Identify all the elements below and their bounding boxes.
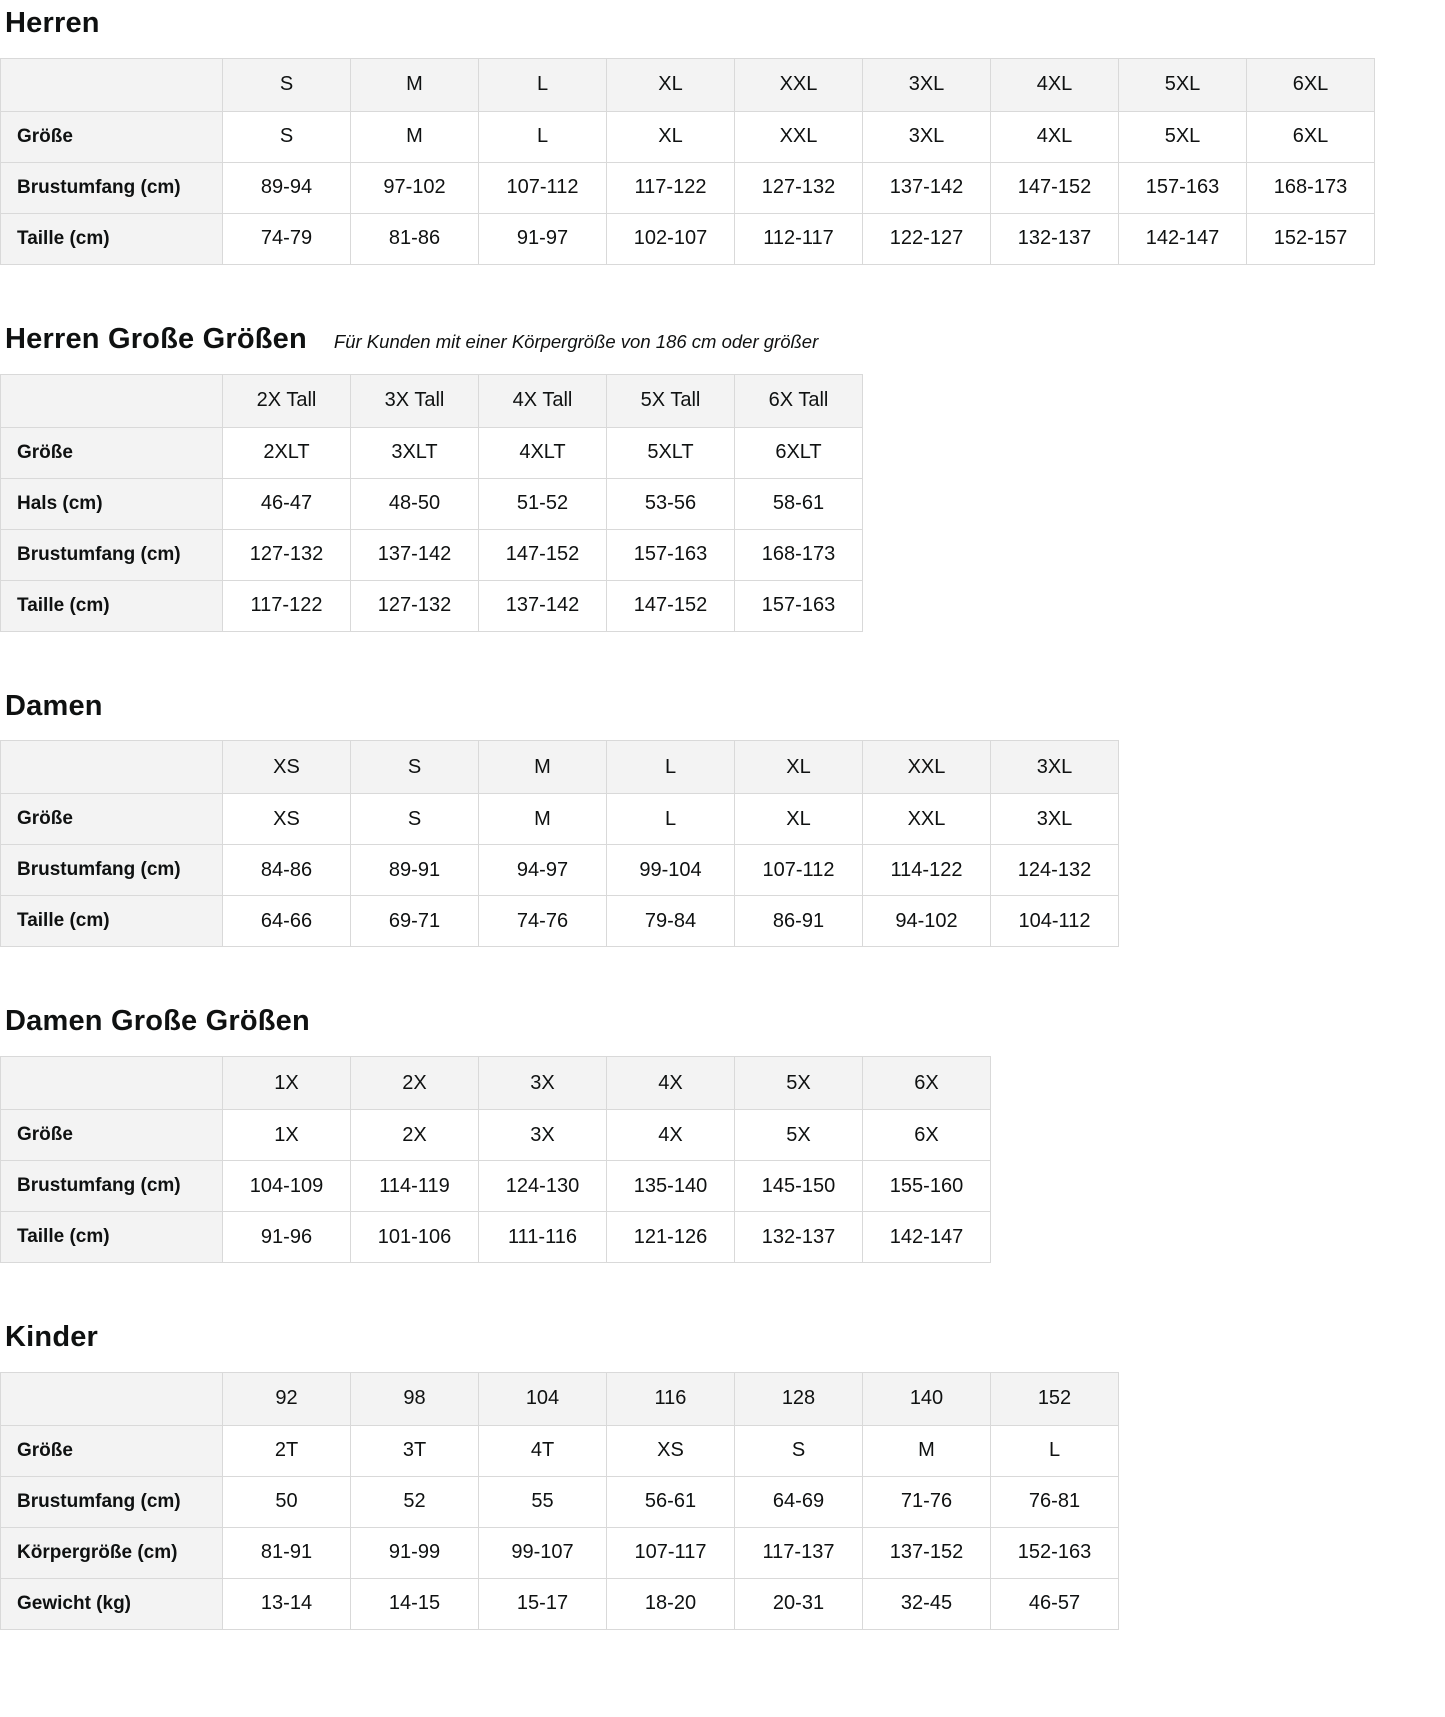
column-header-row: [1, 1057, 991, 1110]
value-cell: XXL: [863, 794, 991, 845]
column-header-cell: M: [479, 741, 607, 794]
corner-cell: [1, 1057, 223, 1110]
column-header-cell: 104: [479, 1372, 607, 1425]
value-cell: 124-130: [479, 1161, 607, 1212]
value-cell: 117-122: [223, 580, 351, 631]
value-cell: 64-69: [735, 1476, 863, 1527]
value-cell: XXL: [735, 111, 863, 162]
value-cell: 114-122: [863, 845, 991, 896]
table-row: [1, 162, 1375, 213]
value-cell: 135-140: [607, 1161, 735, 1212]
table-row: [1, 1527, 1119, 1578]
value-cell: 91-99: [351, 1527, 479, 1578]
value-cell: 157-163: [1119, 162, 1247, 213]
row-label-cell: Taille (cm): [1, 213, 223, 264]
column-header-cell: XS: [223, 741, 351, 794]
column-header-cell: XXL: [863, 741, 991, 794]
row-label-cell: Brustumfang (cm): [1, 1476, 223, 1527]
column-header-cell: 98: [351, 1372, 479, 1425]
value-cell: 101-106: [351, 1212, 479, 1263]
value-cell: 5XL: [1119, 111, 1247, 162]
value-cell: M: [479, 794, 607, 845]
table-row: [1, 794, 1119, 845]
value-cell: L: [991, 1425, 1119, 1476]
value-cell: 107-117: [607, 1527, 735, 1578]
row-label-cell: Größe: [1, 794, 223, 845]
column-header-cell: S: [351, 741, 479, 794]
value-cell: 99-107: [479, 1527, 607, 1578]
table-row: [1, 845, 1119, 896]
value-cell: 86-91: [735, 896, 863, 947]
value-cell: 74-79: [223, 213, 351, 264]
row-label-cell: Körpergröße (cm): [1, 1527, 223, 1578]
value-cell: 142-147: [863, 1212, 991, 1263]
value-cell: S: [735, 1425, 863, 1476]
value-cell: 69-71: [351, 896, 479, 947]
section-damen-grosse-groessen: [0, 1004, 1445, 1263]
column-header-cell: 92: [223, 1372, 351, 1425]
column-header-cell: 2X: [351, 1057, 479, 1110]
section-header: [5, 6, 1445, 41]
section-title: Damen: [5, 689, 103, 722]
value-cell: 168-173: [1247, 162, 1375, 213]
column-header-row: [1, 741, 1119, 794]
column-header-cell: 3X: [479, 1057, 607, 1110]
section-header: [5, 322, 1445, 357]
value-cell: 5X: [735, 1110, 863, 1161]
column-header-cell: XL: [735, 741, 863, 794]
row-label-cell: Größe: [1, 427, 223, 478]
value-cell: 142-147: [1119, 213, 1247, 264]
column-header-cell: 152: [991, 1372, 1119, 1425]
value-cell: 76-81: [991, 1476, 1119, 1527]
column-header-cell: XXL: [735, 58, 863, 111]
value-cell: 168-173: [735, 529, 863, 580]
column-header-cell: 3XL: [863, 58, 991, 111]
value-cell: 2T: [223, 1425, 351, 1476]
value-cell: 55: [479, 1476, 607, 1527]
row-label-cell: Brustumfang (cm): [1, 162, 223, 213]
value-cell: 48-50: [351, 478, 479, 529]
column-header-cell: 4XL: [991, 58, 1119, 111]
value-cell: XL: [735, 794, 863, 845]
column-header-cell: 6XL: [1247, 58, 1375, 111]
value-cell: 132-137: [991, 213, 1119, 264]
value-cell: S: [351, 794, 479, 845]
value-cell: 3X: [479, 1110, 607, 1161]
table-row: [1, 427, 863, 478]
value-cell: 15-17: [479, 1578, 607, 1629]
section-header: [5, 1004, 1445, 1039]
value-cell: 137-142: [479, 580, 607, 631]
value-cell: 104-109: [223, 1161, 351, 1212]
value-cell: 3T: [351, 1425, 479, 1476]
table-row: [1, 1476, 1119, 1527]
table-row: [1, 580, 863, 631]
column-header-cell: 5XL: [1119, 58, 1247, 111]
value-cell: 52: [351, 1476, 479, 1527]
size-table-herren-grosse-groessen: [0, 374, 863, 632]
column-header-cell: 140: [863, 1372, 991, 1425]
table-row: [1, 213, 1375, 264]
value-cell: 91-96: [223, 1212, 351, 1263]
value-cell: 107-112: [479, 162, 607, 213]
section-header: [5, 1320, 1445, 1355]
value-cell: 117-122: [607, 162, 735, 213]
row-label-cell: Brustumfang (cm): [1, 845, 223, 896]
value-cell: 132-137: [735, 1212, 863, 1263]
value-cell: 152-157: [1247, 213, 1375, 264]
column-header-cell: 116: [607, 1372, 735, 1425]
value-cell: 114-119: [351, 1161, 479, 1212]
value-cell: 89-94: [223, 162, 351, 213]
table-row: [1, 1110, 991, 1161]
value-cell: 137-142: [863, 162, 991, 213]
value-cell: XL: [607, 111, 735, 162]
value-cell: XS: [223, 794, 351, 845]
column-header-row: [1, 58, 1375, 111]
column-header-cell: 4X Tall: [479, 374, 607, 427]
value-cell: 3XL: [991, 794, 1119, 845]
column-header-cell: 6X: [863, 1057, 991, 1110]
value-cell: L: [607, 794, 735, 845]
column-header-cell: 3X Tall: [351, 374, 479, 427]
value-cell: 3XL: [863, 111, 991, 162]
value-cell: 155-160: [863, 1161, 991, 1212]
column-header-cell: 128: [735, 1372, 863, 1425]
table-row: [1, 896, 1119, 947]
column-header-cell: 6X Tall: [735, 374, 863, 427]
value-cell: 14-15: [351, 1578, 479, 1629]
value-cell: 20-31: [735, 1578, 863, 1629]
value-cell: 99-104: [607, 845, 735, 896]
value-cell: 137-152: [863, 1527, 991, 1578]
section-herren: [0, 6, 1445, 265]
value-cell: 4XLT: [479, 427, 607, 478]
value-cell: 2X: [351, 1110, 479, 1161]
table-row: [1, 478, 863, 529]
table-row: [1, 529, 863, 580]
value-cell: 122-127: [863, 213, 991, 264]
value-cell: 121-126: [607, 1212, 735, 1263]
row-label-cell: Gewicht (kg): [1, 1578, 223, 1629]
value-cell: M: [351, 111, 479, 162]
corner-cell: [1, 741, 223, 794]
section-title: Herren Große Größen: [5, 322, 307, 355]
value-cell: 89-91: [351, 845, 479, 896]
section-header: [5, 689, 1445, 724]
section-herren-grosse-groessen: [0, 322, 1445, 632]
value-cell: 5XLT: [607, 427, 735, 478]
value-cell: 71-76: [863, 1476, 991, 1527]
value-cell: L: [479, 111, 607, 162]
value-cell: 157-163: [735, 580, 863, 631]
value-cell: 64-66: [223, 896, 351, 947]
value-cell: 127-132: [735, 162, 863, 213]
column-header-cell: 2X Tall: [223, 374, 351, 427]
row-label-cell: Größe: [1, 1425, 223, 1476]
value-cell: 81-86: [351, 213, 479, 264]
column-header-cell: 3XL: [991, 741, 1119, 794]
column-header-cell: XL: [607, 58, 735, 111]
value-cell: 94-102: [863, 896, 991, 947]
column-header-cell: 1X: [223, 1057, 351, 1110]
value-cell: 2XLT: [223, 427, 351, 478]
value-cell: 81-91: [223, 1527, 351, 1578]
value-cell: 117-137: [735, 1527, 863, 1578]
value-cell: M: [863, 1425, 991, 1476]
value-cell: 84-86: [223, 845, 351, 896]
value-cell: 127-132: [351, 580, 479, 631]
row-label-cell: Brustumfang (cm): [1, 529, 223, 580]
value-cell: 127-132: [223, 529, 351, 580]
row-label-cell: Größe: [1, 111, 223, 162]
value-cell: 3XLT: [351, 427, 479, 478]
row-label-cell: Hals (cm): [1, 478, 223, 529]
value-cell: 147-152: [607, 580, 735, 631]
value-cell: 97-102: [351, 162, 479, 213]
row-label-cell: Brustumfang (cm): [1, 1161, 223, 1212]
size-table-herren: [0, 58, 1375, 265]
section-title: Damen Große Größen: [5, 1005, 310, 1038]
column-header-cell: 5X: [735, 1057, 863, 1110]
value-cell: 18-20: [607, 1578, 735, 1629]
table-row: [1, 1212, 991, 1263]
section-kinder: [0, 1320, 1445, 1630]
column-header-cell: S: [223, 58, 351, 111]
value-cell: 147-152: [991, 162, 1119, 213]
value-cell: 137-142: [351, 529, 479, 580]
value-cell: 152-163: [991, 1527, 1119, 1578]
value-cell: 56-61: [607, 1476, 735, 1527]
section-damen: [0, 689, 1445, 948]
corner-cell: [1, 58, 223, 111]
section-subtitle: Für Kunden mit einer Körpergröße von 186 cm oder größer: [333, 330, 819, 352]
table-row: [1, 111, 1375, 162]
value-cell: 145-150: [735, 1161, 863, 1212]
value-cell: 124-132: [991, 845, 1119, 896]
size-table-kinder: [0, 1372, 1119, 1630]
table-row: [1, 1161, 991, 1212]
value-cell: 111-116: [479, 1212, 607, 1263]
value-cell: S: [223, 111, 351, 162]
column-header-row: [1, 1372, 1119, 1425]
row-label-cell: Taille (cm): [1, 580, 223, 631]
value-cell: 104-112: [991, 896, 1119, 947]
size-table-damen-grosse-groessen: [0, 1056, 991, 1263]
section-title: Herren: [5, 7, 100, 39]
corner-cell: [1, 374, 223, 427]
value-cell: 50: [223, 1476, 351, 1527]
value-cell: 4X: [607, 1110, 735, 1161]
column-header-cell: 4X: [607, 1057, 735, 1110]
value-cell: 46-57: [991, 1578, 1119, 1629]
value-cell: 6XL: [1247, 111, 1375, 162]
size-table-damen: [0, 740, 1119, 947]
value-cell: 79-84: [607, 896, 735, 947]
value-cell: 102-107: [607, 213, 735, 264]
column-header-cell: M: [351, 58, 479, 111]
column-header-cell: 5X Tall: [607, 374, 735, 427]
row-label-cell: Taille (cm): [1, 1212, 223, 1263]
corner-cell: [1, 1372, 223, 1425]
value-cell: 4XL: [991, 111, 1119, 162]
column-header-row: [1, 374, 863, 427]
value-cell: 51-52: [479, 478, 607, 529]
value-cell: 4T: [479, 1425, 607, 1476]
row-label-cell: Größe: [1, 1110, 223, 1161]
value-cell: 6X: [863, 1110, 991, 1161]
row-label-cell: Taille (cm): [1, 896, 223, 947]
value-cell: 147-152: [479, 529, 607, 580]
section-title: Kinder: [5, 1321, 99, 1354]
value-cell: 94-97: [479, 845, 607, 896]
value-cell: 46-47: [223, 478, 351, 529]
value-cell: 58-61: [735, 478, 863, 529]
value-cell: XS: [607, 1425, 735, 1476]
value-cell: 107-112: [735, 845, 863, 896]
value-cell: 91-97: [479, 213, 607, 264]
value-cell: 112-117: [735, 213, 863, 264]
value-cell: 13-14: [223, 1578, 351, 1629]
value-cell: 1X: [223, 1110, 351, 1161]
value-cell: 32-45: [863, 1578, 991, 1629]
value-cell: 74-76: [479, 896, 607, 947]
column-header-cell: L: [479, 58, 607, 111]
table-row: [1, 1425, 1119, 1476]
column-header-cell: L: [607, 741, 735, 794]
table-row: [1, 1578, 1119, 1629]
value-cell: 6XLT: [735, 427, 863, 478]
value-cell: 157-163: [607, 529, 735, 580]
value-cell: 53-56: [607, 478, 735, 529]
